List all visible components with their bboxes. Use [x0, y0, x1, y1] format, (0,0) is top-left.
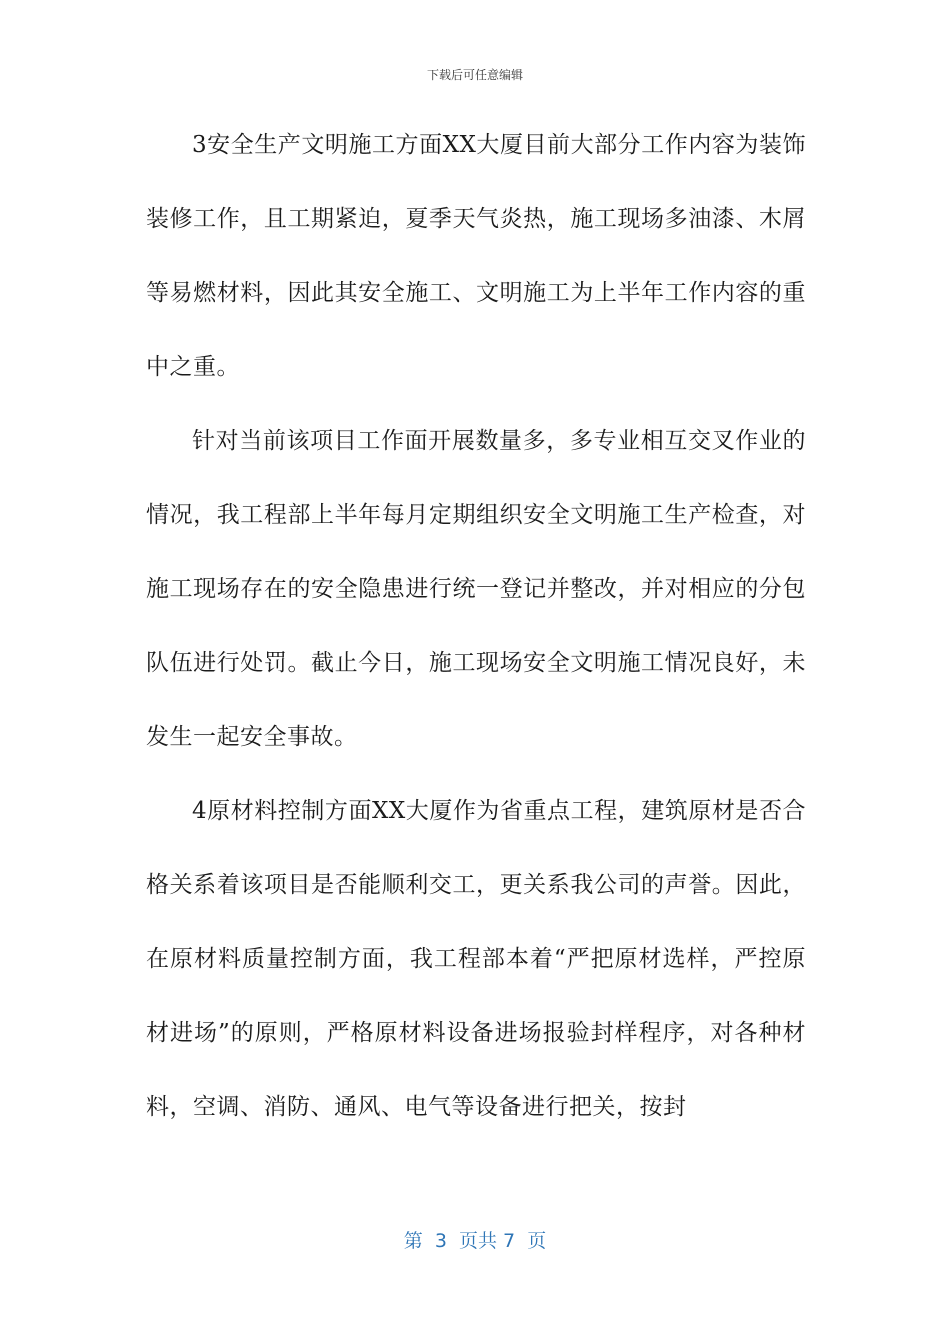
page-header: 下载后可任意编辑	[426, 68, 523, 82]
paragraph-inspection: 针对当前该项目工作面开展数量多，多专业相互交叉作业的情况，我工程部上半年每月定期组织安全文明施工生产检查，对施工现场存在的安全隐患进行统一登记并整改，并对相应的分包队伍进行处罚。截止今日，施工现场安全文明施工情况良好，未发生一起安全事故。	[146, 428, 806, 750]
page-number-footer: 第 3 页共 7 页	[403, 1230, 547, 1252]
paragraph-safety: 3安全生产文明施工方面XX大厦目前大部分工作内容为装饰装修工作，且工期紧迫，夏季天气炎热，施工现场多油漆、木屑等易燃材料，因此其安全施工、文明施工为上半年工作内容的重中之重。	[146, 132, 806, 380]
paragraph-materials: 4原材料控制方面XX大厦作为省重点工程，建筑原材是否合格关系着该项目是否能顺利交工，更关系我公司的声誉。因此，在原材料质量控制方面，我工程部本着“严把原材选样，严控原材进场”的原则，严格原材料设备进场报验封样程序，对各种材料，空调、消防、通风、电气等设备进行把关，按封	[146, 798, 806, 1120]
document-body	[146, 108, 806, 1144]
